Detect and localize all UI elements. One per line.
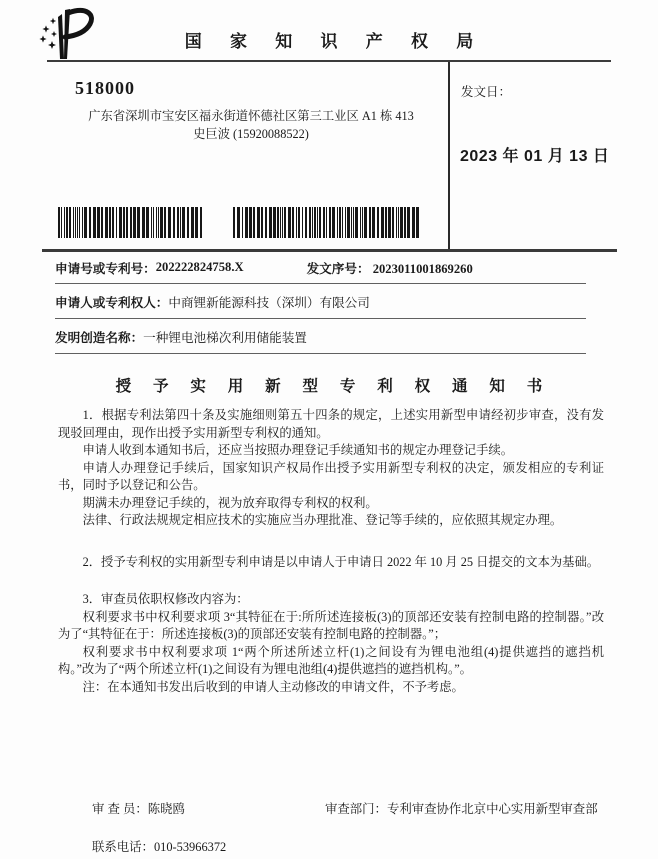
notice-paragraph: 3．审查员依职权修改内容为： xyxy=(82,592,249,606)
notice-paragraph: 权利要求书中权利要求项 1“两个所述所述立杆(1)之间设有为锂电池组(4)提供遮挡的遮挡机构。”改为了“两个所述立杆(1)之间设有为锂电池组(4)提供遮挡的遮挡机构。”。 xyxy=(58,644,604,676)
address-line-1: 广东省深圳市宝安区福永街道怀德社区第三工业区 A1 栋 413 xyxy=(88,109,414,123)
barcode xyxy=(58,207,206,238)
department-name: 专利审查协作北京中心实用新型审查部 xyxy=(386,802,598,816)
notice-paragraph: 2．授予专利权的实用新型专利申请是以申请人于申请日 2022 年 10 月 25 日提交的文本为基础。 xyxy=(82,554,600,569)
examiner-label: 审 查 员： xyxy=(92,802,148,816)
table-row xyxy=(55,284,586,319)
phone-label: 联系电话： xyxy=(92,840,154,854)
application-no-value: 202222824758.X xyxy=(155,260,244,274)
invention-title-value: 一种锂电池梯次利用储能装置 xyxy=(143,330,307,345)
applicant-value: 中商锂新能源科技（深圳）有限公司 xyxy=(168,295,370,310)
notice-paragraph: 权利要求书中权利要求项 3“其特征在于:所所述连接板(3)的顶部还安装有控制电路的控制器。”改为了“其特征在于：所述连接板(3)的顶部还安装有控制电路的控制器。”； xyxy=(58,609,604,641)
footer-line-2 xyxy=(92,837,226,855)
document-serial-label: 发文序号： xyxy=(306,262,370,276)
info-table xyxy=(55,252,586,354)
mailing-section xyxy=(47,61,610,251)
examiner-block xyxy=(92,799,185,817)
department-label: 审查部门： xyxy=(325,802,387,816)
table-row xyxy=(55,319,586,354)
phone-number: 010-53966372 xyxy=(153,840,227,854)
notice-paragraph: 申请人收到本通知书后，还应当按照办理登记手续通知书的规定办理登记手续。 xyxy=(82,443,513,457)
examiner-name: 陈晓鸥 xyxy=(147,802,185,816)
address-line-2: 史巨波 (15920088522) xyxy=(193,127,309,141)
notice-title: 授 予 实 用 新 型 专 利 权 通 知 书 xyxy=(115,378,552,395)
notice-paragraph: 申请人办理登记手续后，国家知识产权局作出授予实用新型专利权的决定，颁发相应的专利证书，同时予以登记和公告。 xyxy=(58,460,604,492)
department-block xyxy=(325,799,598,817)
notice-paragraph: 注：在本通知书发出后收到的申请人主动修改的申请文件，不予考虑。 xyxy=(82,679,464,694)
postal-code: 518000 xyxy=(75,78,135,98)
notice-paragraph: 1．根据专利法第四十条及实施细则第五十四条的规定，上述实用新型申请经初步审查，没有发现驳回理由，现作出授予实用新型专利权的通知。 xyxy=(58,408,604,440)
applicant-label: 申请人或专利权人： xyxy=(55,295,169,310)
document-serial-value: 2023011001869260 xyxy=(372,262,473,276)
application-no-label: 申请号或专利号： xyxy=(55,262,156,276)
mailing-divider xyxy=(448,62,450,251)
recipient-address xyxy=(61,107,441,143)
document-serial-pair xyxy=(307,258,473,277)
issue-date-label: 发文日： xyxy=(461,85,512,99)
issue-date-value: 2023 年 01 月 13 日 xyxy=(460,148,610,165)
invention-title-label: 发明创造名称： xyxy=(55,330,144,345)
table-row xyxy=(55,252,586,284)
barcode xyxy=(233,207,421,238)
notice-paragraph: 期满未办理登记手续的，视为放弃取得专利权的权利。 xyxy=(82,495,378,510)
notice-paragraph: 法律、行政法规规定相应技术的实施应当办理批准、登记等手续的，应依照其规定办理。 xyxy=(82,513,563,527)
agency-title: 国 家 知 识 产 权 局 xyxy=(184,32,486,51)
notice-body xyxy=(58,407,604,696)
